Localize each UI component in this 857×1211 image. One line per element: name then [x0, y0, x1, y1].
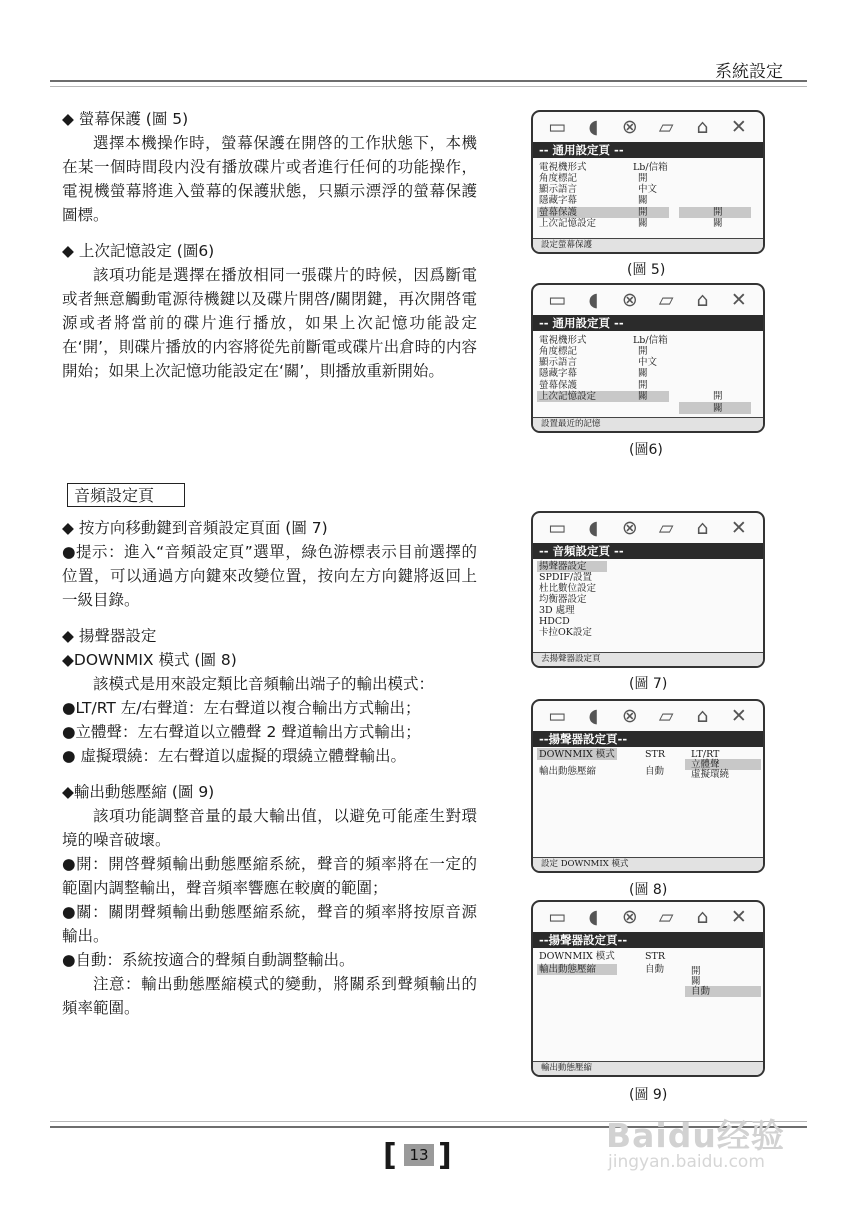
osd-row[interactable]: 角度標記 — [539, 173, 578, 184]
exit-icon: ✕ — [730, 289, 747, 311]
heading-speaker: ◆ 揚聲器設定 — [62, 627, 157, 645]
osd-title: --揚聲器設定頁-- — [533, 932, 763, 948]
bullet-stereo: ●立體聲：左右聲道以立體聲 2 聲道輸出方式輸出； — [62, 723, 421, 741]
osd-title: -- 通用設定頁 -- — [533, 142, 763, 158]
osd-row[interactable]: 上次記憶設定 — [539, 218, 597, 229]
osd-row[interactable]: 螢幕保護 — [539, 207, 578, 218]
osd-row[interactable]: 電視機形式 — [539, 335, 587, 346]
osd-row[interactable]: 角度標記 — [539, 346, 578, 357]
disc-mute-icon: ⊗ — [621, 705, 638, 727]
speaker-icon: ◖ — [588, 289, 599, 311]
monitor-icon: ▭ — [548, 517, 567, 539]
osd-value: 關 — [638, 218, 648, 229]
osd-value: 關 — [638, 391, 648, 402]
osd-row[interactable]: 上次記憶設定 — [539, 391, 597, 402]
bullet-auto: ●自動：系統按適合的聲頻自動調整輸出。 — [62, 951, 355, 969]
osd-row[interactable]: 卡拉OK設定 — [539, 627, 592, 638]
osd-row[interactable]: 輸出動態壓縮 — [539, 766, 597, 777]
speaker-icon: ◖ — [588, 517, 599, 539]
caption-fig8: (圖 8) — [629, 882, 668, 898]
osd-row[interactable]: HDCD — [539, 616, 570, 627]
osd-title: -- 通用設定頁 -- — [533, 315, 763, 331]
osd-option[interactable]: 關 — [713, 218, 723, 229]
osd-row[interactable]: 電視機形式 — [539, 162, 587, 173]
picture-icon: ▱ — [658, 705, 674, 727]
picture-icon: ▱ — [658, 289, 674, 311]
osd-value: 關 — [638, 195, 648, 206]
osd-status: 設置最近的記憶 — [533, 417, 763, 431]
caption-fig5: (圖 5) — [627, 262, 666, 278]
disc-mute-icon: ⊗ — [621, 289, 638, 311]
text-block-audio — [62, 516, 477, 1020]
osd-row[interactable]: 隱藏字幕 — [539, 195, 578, 206]
para-audio-tip: ●提示：進入“音頻設定頁”選單，綠色游標表示目前選擇的位置，可以通過方向鍵來改變位置，按向左方向鍵將返回上一級目錄。 — [62, 543, 477, 609]
osd-status: 輸出動態壓縮 — [533, 1061, 763, 1075]
speaker-icon: ◖ — [588, 116, 599, 138]
osd-option[interactable]: 自動 — [691, 986, 711, 997]
osd-panel-fig5 — [531, 110, 765, 254]
lock-icon: ⌂ — [696, 705, 709, 727]
osd-option[interactable]: LT/RT — [691, 749, 720, 760]
watermark-url: jingyan.baidu.com — [608, 1152, 765, 1172]
bullet-virtual: ● 虛擬環繞：左右聲道以虛擬的環繞立體聲輸出。 — [62, 747, 406, 765]
caption-fig9: (圖 9) — [629, 1087, 668, 1103]
osd-value: Lb/信箱 — [633, 335, 668, 346]
osd-row[interactable]: DOWNMIX 模式 — [539, 749, 615, 760]
exit-icon: ✕ — [730, 705, 747, 727]
monitor-icon: ▭ — [548, 906, 567, 928]
lock-icon: ⌂ — [696, 116, 709, 138]
picture-icon: ▱ — [658, 906, 674, 928]
para-screensaver: 選擇本機操作時，螢幕保護在開啓的工作狀態下，本機在某一個時間段内没有播放碟片或者進行任何的功能操作，電視機螢幕將進入螢幕的保護狀態，只顯示漂浮的螢幕保護圖標。 — [62, 134, 477, 224]
watermark-brand: Baidu经验 — [606, 1116, 785, 1155]
page-bracket-right: ] — [438, 1138, 452, 1173]
osd-value: 中文 — [638, 357, 658, 368]
osd-value: 開 — [638, 207, 648, 218]
disc-mute-icon: ⊗ — [621, 116, 638, 138]
heading-last-memory: ◆ 上次記憶設定 (圖6) — [62, 242, 215, 260]
heading-drc: ◆輸出動態壓縮 (圖 9) — [62, 783, 215, 801]
osd-row[interactable]: 3D 處理 — [539, 605, 575, 616]
exit-icon: ✕ — [730, 906, 747, 928]
osd-panel-fig7 — [531, 511, 765, 668]
osd-title: -- 音頻設定頁 -- — [533, 543, 763, 559]
osd-value: 自動 — [645, 766, 665, 777]
osd-panel-fig9 — [531, 900, 765, 1077]
bullet-ltrt: ●LT/RT 左/右聲道：左右聲道以複合輸出方式輸出； — [62, 699, 421, 717]
osd-option[interactable]: 開 — [691, 966, 701, 977]
osd-option[interactable]: 開 — [713, 391, 723, 402]
caption-fig7: (圖 7) — [629, 676, 668, 692]
lock-icon: ⌂ — [696, 906, 709, 928]
osd-value: Lb/信箱 — [633, 162, 668, 173]
osd-row[interactable]: 均衡器設定 — [539, 594, 587, 605]
osd-option[interactable]: 立體聲 — [691, 759, 720, 770]
lock-icon: ⌂ — [696, 289, 709, 311]
caption-fig6: (圖6) — [629, 442, 663, 458]
section-title-audio: 音頻設定頁 — [67, 483, 185, 507]
para-note: 注意：輸出動態壓縮模式的變動，將關系到聲頻輸出的頻率範圍。 — [62, 975, 477, 1017]
osd-option[interactable]: 關 — [713, 403, 723, 414]
osd-option[interactable]: 關 — [691, 976, 701, 987]
para-downmix: 該模式是用來設定類比音頻輸出端子的輸出模式： — [93, 675, 435, 693]
osd-row[interactable]: SPDIF/設置 — [539, 572, 593, 583]
monitor-icon: ▭ — [548, 116, 567, 138]
osd-row[interactable]: 杜比數位設定 — [539, 583, 597, 594]
bullet-off: ●關：關閉聲頻輸出動態壓縮系統，聲音的頻率將按原音源輸出。 — [62, 903, 477, 945]
osd-row[interactable]: 顯示語言 — [539, 184, 578, 195]
para-last-memory: 該項功能是選擇在播放相同一張碟片的時候，因爲斷電或者無意觸動電源待機鍵以及碟片開啓/關閉鍵，再次開啓電源或者將當前的碟片進行播放，如果上次記憶功能設定在‘開’，則碟片播放的内容將從先前斷電或碟片出倉時的内容開始；如果上次記憶功能設定在‘關’，則播放重新開始。 — [62, 266, 477, 380]
osd-status: 設定 DOWNMIX 模式 — [533, 857, 763, 871]
osd-value: 自動 — [645, 964, 665, 975]
osd-value: 開 — [638, 346, 648, 357]
osd-row[interactable]: DOWNMIX 模式 — [539, 951, 615, 962]
osd-value: 開 — [638, 173, 648, 184]
header-rule — [50, 80, 807, 87]
page-bracket-left: [ — [383, 1138, 397, 1173]
osd-panel-fig8 — [531, 699, 765, 873]
osd-value: 開 — [638, 380, 648, 391]
bullet-on: ●開：開啓聲頻輸出動態壓縮系統，聲音的頻率將在一定的範圍内調整輸出，聲音頻率響應在較廣的範圍； — [62, 855, 477, 897]
osd-value: STR — [645, 951, 665, 962]
osd-value: STR — [645, 749, 665, 760]
exit-icon: ✕ — [730, 517, 747, 539]
monitor-icon: ▭ — [548, 705, 567, 727]
osd-option[interactable]: 虛擬環繞 — [691, 769, 730, 780]
osd-row[interactable]: 揚聲器設定 — [539, 561, 587, 572]
lock-icon: ⌂ — [696, 517, 709, 539]
osd-title: --揚聲器設定頁-- — [533, 731, 763, 747]
speaker-icon: ◖ — [588, 906, 599, 928]
osd-row[interactable]: 顯示語言 — [539, 357, 578, 368]
osd-option[interactable]: 開 — [713, 207, 723, 218]
osd-status: 設定螢幕保護 — [533, 238, 763, 252]
picture-icon: ▱ — [658, 116, 674, 138]
page-number: 13 — [404, 1144, 434, 1166]
osd-row[interactable]: 螢幕保護 — [539, 380, 578, 391]
text-block-screensaver — [62, 107, 477, 383]
heading-screensaver: ◆ 螢幕保護 (圖 5) — [62, 110, 189, 128]
para-drc: 該項功能調整音量的最大輸出值，以避免可能產生對環境的噪音破壞。 — [62, 807, 477, 849]
osd-value: 關 — [638, 368, 648, 379]
monitor-icon: ▭ — [548, 289, 567, 311]
osd-row[interactable]: 隱藏字幕 — [539, 368, 578, 379]
disc-mute-icon: ⊗ — [621, 906, 638, 928]
exit-icon: ✕ — [730, 116, 747, 138]
osd-status: 去揚聲器設定頁 — [533, 652, 763, 666]
osd-value: 中文 — [638, 184, 658, 195]
picture-icon: ▱ — [658, 517, 674, 539]
osd-row[interactable]: 輸出動態壓縮 — [539, 964, 597, 975]
heading-downmix: ◆DOWNMIX 模式 (圖 8) — [62, 651, 237, 669]
disc-mute-icon: ⊗ — [621, 517, 638, 539]
para-audio-nav: ◆ 按方向移動鍵到音頻設定頁面 (圖 7) — [62, 519, 328, 537]
osd-panel-fig6 — [531, 283, 765, 433]
header-title: 系統設定 — [715, 62, 783, 82]
speaker-icon: ◖ — [588, 705, 599, 727]
